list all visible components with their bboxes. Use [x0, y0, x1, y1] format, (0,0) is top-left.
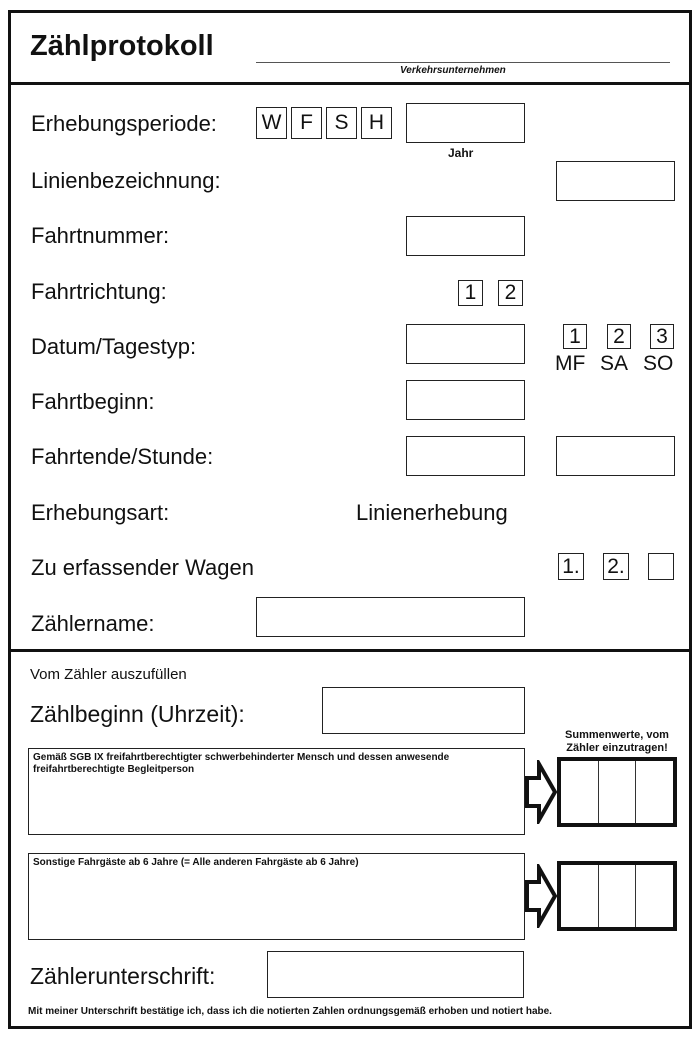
disabled-sum-cell-3[interactable]: [636, 761, 673, 823]
arrow-right-icon: [524, 760, 558, 824]
daytype-mf-label: MF: [555, 352, 586, 375]
sum-heading-1: Summenwerte, vom: [565, 729, 669, 741]
daytype-1-box[interactable]: [563, 324, 587, 349]
period-h-box[interactable]: [361, 107, 392, 139]
period-s-box[interactable]: [326, 107, 357, 139]
daytype-sa-label: SA: [600, 352, 629, 375]
disabled-sum-cell-1[interactable]: [561, 761, 599, 823]
year-caption: Jahr: [448, 146, 474, 160]
start-label: Fahrtbeginn:: [31, 389, 155, 414]
period-s-letter: S: [334, 111, 349, 134]
period-f-letter: F: [300, 111, 313, 134]
type-value: Linienerhebung: [356, 500, 508, 525]
disabled-sum-cell-2[interactable]: [599, 761, 637, 823]
direction-1-box[interactable]: [458, 280, 483, 306]
type-label: Erhebungsart:: [31, 500, 170, 525]
disabled-passengers-text: Gemäß SGB IX freifahrtberechtigter schwerbehinderter Mensch und dessen anwesende freifahrtberechtigte Begleitperson: [33, 752, 450, 775]
hour-field[interactable]: [556, 436, 675, 476]
daytype-2-number: 2: [613, 324, 625, 348]
counter-section-heading: Vom Zähler auszufüllen: [30, 666, 187, 683]
arrow-right-icon: [524, 864, 558, 928]
other-passengers-text: Sonstige Fahrgäste ab 6 Jahre (= Alle anderen Fahrgäste ab 6 Jahre): [33, 857, 359, 868]
trip-number-label: Fahrtnummer:: [31, 223, 170, 248]
line-label: Linienbezeichnung:: [31, 168, 221, 193]
year-field[interactable]: [406, 103, 525, 143]
other-sum-boxes: [557, 861, 677, 931]
disabled-passengers-field[interactable]: [28, 748, 525, 835]
daytype-1-number: 1: [569, 324, 581, 348]
count-start-field[interactable]: [322, 687, 525, 734]
period-w-box[interactable]: [256, 107, 287, 139]
daytype-2-box[interactable]: [607, 324, 631, 349]
period-f-box[interactable]: [291, 107, 322, 139]
company-caption: Verkehrsunternehmen: [400, 65, 506, 76]
line-field[interactable]: [556, 161, 675, 201]
period-w-letter: W: [261, 111, 282, 134]
date-label: Datum/Tagestyp:: [31, 334, 197, 359]
direction-1-number: 1: [464, 281, 477, 304]
other-sum-cell-2[interactable]: [599, 865, 637, 927]
other-passengers-field[interactable]: [28, 853, 525, 940]
disabled-sum-boxes: [557, 757, 677, 827]
counter-name-label: Zählername:: [31, 611, 155, 636]
counter-name-field[interactable]: [256, 597, 525, 637]
direction-label: Fahrtrichtung:: [31, 279, 167, 304]
start-field[interactable]: [406, 380, 525, 420]
period-h-letter: H: [368, 111, 385, 134]
wagon-2-box[interactable]: [603, 553, 629, 580]
wagon-label: Zu erfassender Wagen: [31, 555, 254, 580]
wagon-2-number: 2.: [607, 554, 625, 578]
signature-label: Zählerunterschrift:: [30, 963, 216, 989]
direction-2-number: 2: [504, 281, 517, 304]
other-sum-cell-3[interactable]: [636, 865, 673, 927]
period-label: Erhebungsperiode:: [31, 111, 217, 136]
wagon-1-number: 1.: [562, 554, 580, 578]
end-label: Fahrtende/Stunde:: [31, 444, 214, 469]
daytype-3-number: 3: [656, 324, 668, 348]
confirmation-text: Mit meiner Unterschrift bestätige ich, dass ich die notierten Zahlen ordnungsgemäß erhoben und notiert habe.: [28, 1006, 552, 1017]
count-start-label: Zählbeginn (Uhrzeit):: [30, 701, 245, 727]
daytype-3-box[interactable]: [650, 324, 674, 349]
trip-number-field[interactable]: [406, 216, 525, 256]
wagon-1-box[interactable]: [558, 553, 584, 580]
date-field[interactable]: [406, 324, 525, 364]
form-title: Zählprotokoll: [30, 30, 214, 62]
end-field[interactable]: [406, 436, 525, 476]
direction-2-box[interactable]: [498, 280, 523, 306]
other-sum-cell-1[interactable]: [561, 865, 599, 927]
company-line[interactable]: [256, 62, 670, 63]
wagon-3-box[interactable]: [648, 553, 674, 580]
daytype-so-label: SO: [643, 352, 674, 375]
sum-heading-2: Zähler einzutragen!: [566, 742, 668, 754]
signature-field[interactable]: [267, 951, 524, 998]
